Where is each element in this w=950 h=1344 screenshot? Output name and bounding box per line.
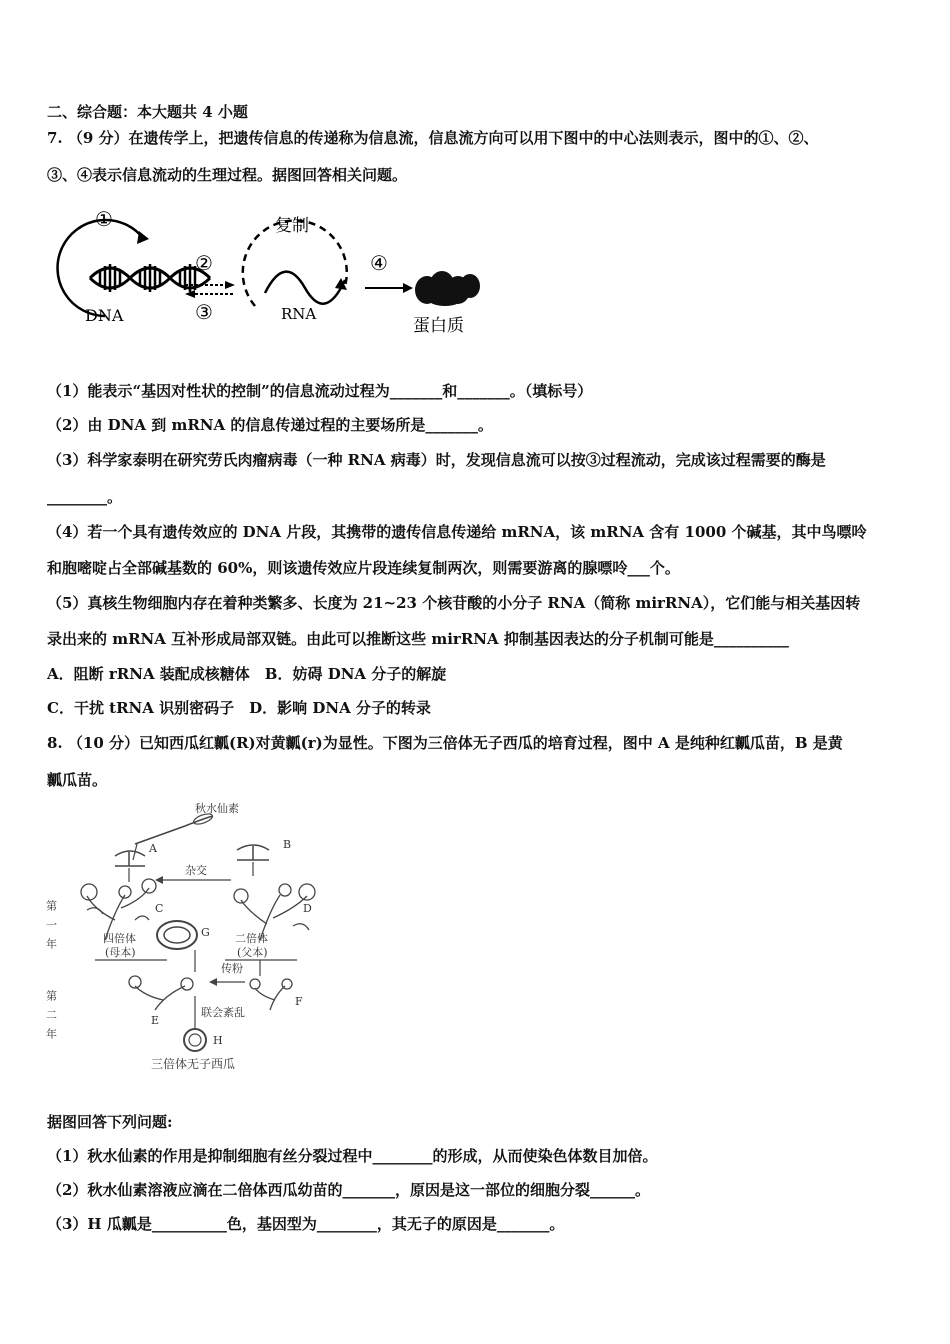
label-2: ② <box>195 251 213 275</box>
q7-stem-line2: ③、④表示信息流动的生理过程。据图回答相关问题。 <box>47 166 408 184</box>
q7-sub5-line2: 录出来的 mRNA 互补形成局部双链。由此可以推断这些 mirRNA 抑制基因表达的分子机制可能是__________ <box>47 630 789 648</box>
plant-f-icon <box>250 979 292 1010</box>
plant-e-icon <box>129 976 193 1010</box>
label-second-year: 第二年 <box>45 990 58 1047</box>
label-replication: 复制 <box>275 216 309 236</box>
label-hybrid: 杂交 <box>185 864 207 877</box>
label-first-year: 第一年 <box>45 900 58 957</box>
dna-helix-icon <box>90 264 210 292</box>
q8-sub2: （2）秋水仙素溶液应滴在二倍体西瓜幼苗的_______，原因是这一部位的细胞分裂______。 <box>47 1181 650 1199</box>
label-triploid-seedless: 三倍体无子西瓜 <box>151 1057 236 1071</box>
protein-blob-icon <box>415 271 480 306</box>
q7-stem-line1: 7. （9 分）在遗传学上，把遗传信息的传递称为信息流，信息流方向可以用下图中的中心法则表示，图中的①、②、 <box>47 129 819 147</box>
central-dogma-figure <box>45 198 485 343</box>
q7-sub2: （2）由 DNA 到 mRNA 的信息传递过程的主要场所是_______。 <box>47 416 493 434</box>
q8-intro: 据图回答下列问题: <box>47 1113 173 1131</box>
label-colchicine: 秋水仙素 <box>195 802 239 815</box>
tetraploid-plant-icon <box>81 879 156 940</box>
label-4: ④ <box>370 251 388 275</box>
q7-sub5-line1: （5）真核生物细胞内存在着种类繁多、长度为 21~23 个核苷酸的小分子 RNA（简称 mirRNA），它们能与相关基因转 <box>47 594 861 612</box>
q7-sub3-line1: （3）科学家泰明在研究劳氏肉瘤病毒（一种 RNA 病毒）时，发现信息流可以按③过程流动，完成该过程需要的酶是 <box>47 451 826 469</box>
label-tetraploid: 四倍体 <box>103 932 136 945</box>
fruit-h-icon <box>184 1029 206 1051</box>
label-diploid: 二倍体 <box>235 932 268 945</box>
q8-stem-line2: 瓤瓜苗。 <box>47 771 108 789</box>
q8-sub3: （3）H 瓜瓤是__________色，基因型为________，其无子的原因是_______。 <box>47 1215 565 1233</box>
watermelon-breeding-figure <box>45 800 345 1080</box>
label-g: G <box>201 926 210 939</box>
label-d: D <box>303 902 312 915</box>
label-rna: RNA <box>281 305 317 323</box>
rna-strand-icon <box>265 272 345 304</box>
q8-sub1: （1）秋水仙素的作用是抑制细胞有丝分裂过程中________的形成，从而使染色体数目加倍。 <box>47 1147 658 1165</box>
label-stimulate: 联会紊乱 <box>201 1006 245 1019</box>
q7-options-line2: C．干扰 tRNA 识别密码子 D．影响 DNA 分子的转录 <box>47 699 431 717</box>
q8-stem-line1: 8. （10 分）已知西瓜红瓤(R)对黄瓤(r)为显性。下图为三倍体无子西瓜的培育过程，图中 A 是纯种红瓤瓜苗，B 是黄 <box>47 734 843 752</box>
label-mother: (母本) <box>105 946 136 959</box>
q7-sub4-line2: 和胞嘧啶占全部碱基数的 60%，则该遗传效应片段连续复制两次，则需要游离的腺嘌呤___个。 <box>47 559 680 577</box>
label-f: F <box>295 995 303 1008</box>
q7-sub3-line2: ________。 <box>47 488 123 506</box>
label-b: B <box>283 838 292 851</box>
label-a: A <box>149 842 157 855</box>
label-c: C <box>155 902 164 915</box>
label-pollination: 传粉 <box>221 962 243 975</box>
label-3: ③ <box>195 300 213 324</box>
label-dna: DNA <box>85 306 124 325</box>
fruit-g-icon <box>157 921 197 949</box>
q7-options-line1: A．阻断 rRNA 装配成核糖体 B．妨碍 DNA 分子的解旋 <box>47 665 447 683</box>
q7-sub4-line1: （4）若一个具有遗传效应的 DNA 片段，其携带的遗传信息传递给 mRNA，该 mRNA 含有 1000 个碱基，其中鸟嘌呤 <box>47 523 867 541</box>
label-protein: 蛋白质 <box>413 316 464 336</box>
label-father: (父本) <box>237 946 268 959</box>
label-h: H <box>213 1034 223 1047</box>
label-1: ① <box>95 207 113 231</box>
label-e: E <box>151 1014 160 1027</box>
section-title: 二、综合题：本大题共 4 小题 <box>47 103 248 121</box>
q7-sub1: （1）能表示“基因对性状的控制”的信息流动过程为_______和_______。（填标号） <box>47 382 593 400</box>
